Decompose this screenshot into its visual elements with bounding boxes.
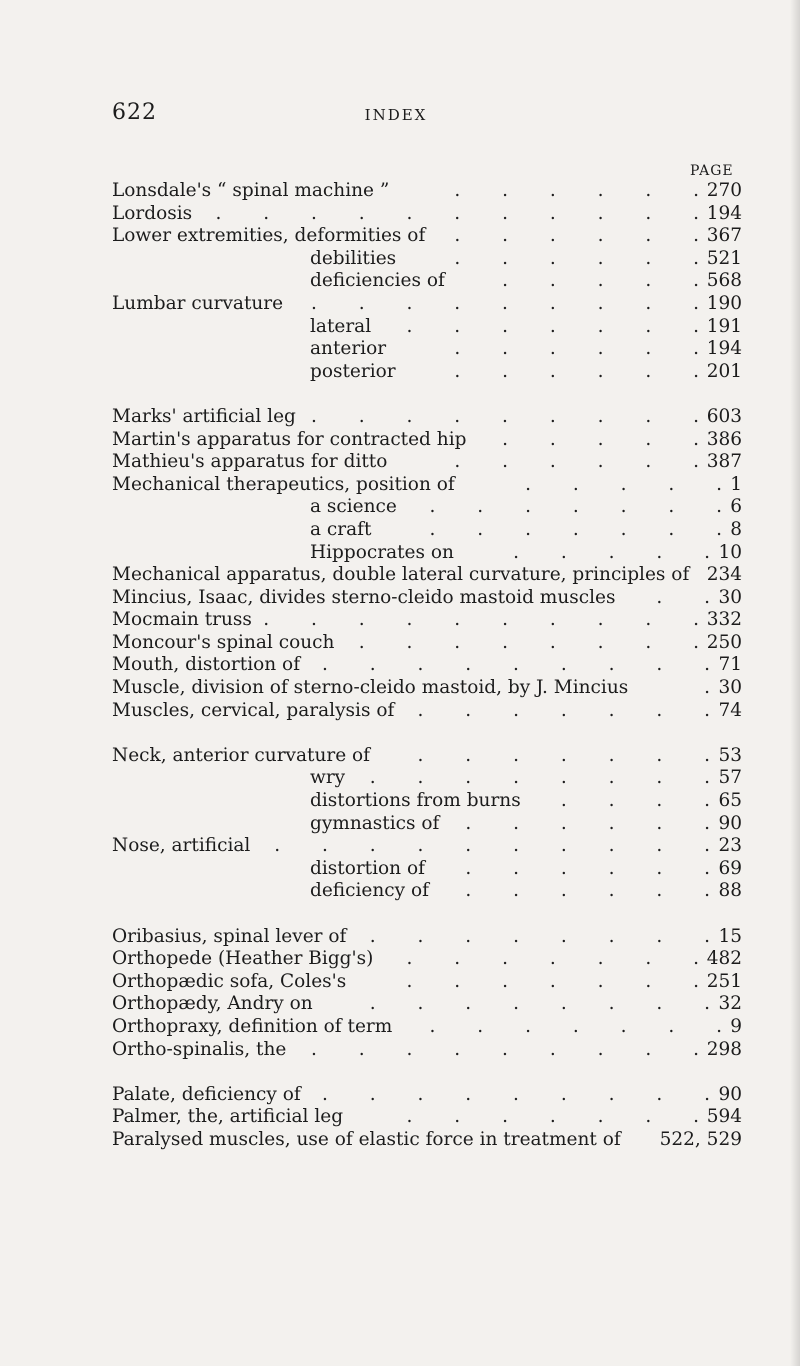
dot-leaders: . . . . . . . . [369, 925, 710, 947]
entry-term: Mocmain truss [112, 609, 252, 631]
entry-term: Lonsdale's “ spinal machine ” [112, 180, 390, 201]
entry-page-number: 10 [718, 541, 742, 563]
dot-leaders: . . . . . . . . . [322, 654, 710, 676]
index-subentry [112, 542, 742, 565]
entry-page-number: 568 [706, 270, 742, 292]
index-entry [112, 948, 742, 971]
index-entry [112, 587, 742, 610]
dot-leaders: . . . . . . . [429, 518, 722, 540]
entry-term: Hippocrates on [310, 541, 454, 563]
entry-term: distortion of [310, 857, 425, 879]
entry-term: Mincius, Isaac, divides sterno-cleido mastoid muscles [112, 586, 616, 608]
index-subentry [112, 361, 742, 384]
dot-leaders: . . . . . . . . [369, 767, 710, 789]
entry-page-number: 250 [706, 631, 742, 653]
dot-leaders: . . . . . . [454, 225, 699, 247]
entry-term: Mechanical apparatus, double lateral curvature, principles of [112, 564, 690, 586]
entry-term: Muscle, division of sterno-cleido mastoid, by J. Mincius [112, 677, 629, 699]
index-entry [112, 1129, 742, 1152]
entry-term: Lower extremities, deformities of [112, 225, 426, 247]
index-subentry [112, 316, 742, 339]
index-entry [112, 1106, 742, 1129]
entry-page-number: 194 [706, 338, 742, 360]
running-head: INDEX [364, 106, 428, 124]
dot-leaders: . . . . . [502, 428, 699, 450]
entry-term: Orthopraxy, definition of term [112, 1015, 393, 1037]
entry-term: Moncour's spinal couch [112, 631, 335, 653]
dot-leaders: . . . . . . [454, 451, 699, 473]
index-entry [112, 745, 742, 768]
index-entry [112, 835, 742, 858]
index-entry [112, 609, 742, 632]
entry-page-number: 32 [718, 993, 742, 1015]
index-entry [112, 429, 742, 452]
entry-page-number: 603 [706, 405, 742, 427]
entry-term: Mouth, distortion of [112, 654, 301, 676]
entry-page-number: 15 [718, 925, 742, 947]
index-subentry [112, 813, 742, 836]
entry-term: Nose, artificial [112, 835, 251, 857]
group-spacer [112, 903, 742, 926]
index-entry [112, 180, 742, 203]
dot-leaders: . . . . . [513, 541, 710, 563]
dot-leaders: . . . . . . . . . . . [215, 202, 699, 224]
entry-term: a craft [310, 518, 372, 540]
dot-leaders: . . . . . . . [406, 970, 699, 992]
entry-page-number: 74 [718, 699, 742, 721]
entry-page-number: 90 [718, 812, 742, 834]
dot-leaders: . . . . [560, 790, 710, 812]
dot-leaders: . . . . . . [465, 857, 710, 879]
entry-term: Ortho-spinalis, the [112, 1038, 287, 1060]
entry-page-number: 190 [706, 292, 742, 314]
index-entry [112, 971, 742, 994]
index-entry [112, 1084, 742, 1107]
index-subentry [112, 858, 742, 881]
entry-term: debilities [310, 247, 397, 269]
dot-leaders: . . . . . [525, 473, 722, 495]
index-entry [112, 632, 742, 655]
index-subentry [112, 880, 742, 903]
dot-leaders: . [704, 677, 710, 699]
index-entry [112, 564, 742, 587]
entry-page-number: 367 [706, 225, 742, 247]
entry-term: Palate, deficiency of [112, 1083, 301, 1105]
entry-page-number: 386 [706, 428, 742, 450]
dot-leaders: . . . . . . . . . [311, 405, 699, 427]
entry-term: Oribasius, spinal lever of [112, 925, 347, 947]
entry-page-number: 594 [706, 1106, 742, 1128]
index-entry [112, 1039, 742, 1062]
index-entry [112, 225, 742, 248]
dot-leaders: . . . . . . . . . [322, 1083, 710, 1105]
entry-page-number: 88 [718, 880, 742, 902]
entry-term: deficiency of [310, 880, 429, 902]
entry-page-number: 71 [718, 654, 742, 676]
dot-leaders: . . . . . . . [429, 496, 722, 518]
entry-term: Paralysed muscles, use of elastic force in treatment of [112, 1128, 621, 1150]
entry-page-number: 30 [718, 677, 742, 699]
dot-leaders: . . . . . . . . . . [274, 835, 710, 857]
dot-leaders: . . . . . . . . . [311, 292, 699, 314]
entry-page-number: 6 [730, 496, 742, 518]
index-subentry [112, 496, 742, 519]
entry-page-number: 251 [706, 970, 742, 992]
entry-page-number: 53 [718, 744, 742, 766]
index-entry [112, 926, 742, 949]
entry-page-number: 57 [718, 767, 742, 789]
dot-leaders: . . . . . . . [406, 948, 699, 970]
entry-page-number: 522, 529 [659, 1128, 742, 1150]
index-entries [112, 180, 742, 1152]
entry-page-number: 191 [706, 315, 742, 337]
dot-leaders: . . . . . . . [406, 1106, 699, 1128]
entry-page-number: 30 [718, 586, 742, 608]
entry-term: Lordosis [112, 202, 193, 224]
dot-leaders: . . . . . . . [406, 315, 699, 337]
index-subentry [112, 790, 742, 813]
entry-page-number: 9 [730, 1015, 742, 1037]
entry-page-number: 234 [706, 564, 742, 586]
entry-page-number: 482 [706, 948, 742, 970]
dot-leaders: . . . . . . [465, 812, 710, 834]
dot-leaders: . . . . . . . [429, 1015, 722, 1037]
entry-page-number: 298 [706, 1038, 742, 1060]
index-entry [112, 474, 742, 497]
entry-page-number: 23 [718, 835, 742, 857]
entry-page-number: 194 [706, 202, 742, 224]
index-subentry [112, 248, 742, 271]
entry-page-number: 332 [706, 609, 742, 631]
entry-page-number: 521 [706, 247, 742, 269]
page-column-label: PAGE [690, 163, 734, 179]
dot-leaders: . . . . . [502, 270, 699, 292]
index-entry [112, 654, 742, 677]
entry-term: Muscles, cervical, paralysis of [112, 699, 395, 721]
page-edge-shadow [790, 0, 800, 1366]
entry-page-number: 387 [706, 451, 742, 473]
entry-term: distortions from burns [310, 790, 521, 812]
dot-leaders: . . . . . . [454, 180, 699, 201]
dot-leaders: . . . . . . . [417, 744, 710, 766]
index-entry [112, 1016, 742, 1039]
index-entry [112, 203, 742, 226]
entry-page-number: 65 [718, 790, 742, 812]
entry-page-number: 8 [730, 518, 742, 540]
index-entry [112, 677, 742, 700]
index-entry [112, 700, 742, 723]
dot-leaders: . . . . . . . . . . [263, 609, 699, 631]
entry-term: Marks' artificial leg [112, 405, 296, 427]
dot-leaders: . . . . . . . [417, 699, 710, 721]
dot-leaders: . . . . . . [454, 247, 699, 269]
index-entry [112, 406, 742, 429]
entry-page-number: 90 [718, 1083, 742, 1105]
index-subentry [112, 519, 742, 542]
group-spacer [112, 722, 742, 745]
group-spacer [112, 383, 742, 406]
entry-term: Orthopædic sofa, Coles's [112, 970, 347, 992]
entry-term: anterior [310, 338, 387, 360]
entry-term: posterior [310, 360, 396, 382]
entry-term: lateral [310, 315, 372, 337]
index-entry [112, 993, 742, 1016]
index-entry [112, 293, 742, 316]
entry-term: Martin's apparatus for contracted hip [112, 428, 467, 450]
entry-term: Palmer, the, artificial leg [112, 1106, 344, 1128]
page-number: 622 [112, 100, 157, 125]
entry-term: Mathieu's apparatus for ditto [112, 451, 388, 473]
dot-leaders: . . . . . . [465, 880, 710, 902]
index-subentry [112, 270, 742, 293]
dot-leaders: . . . . . . . . [369, 993, 710, 1015]
entry-term: a science [310, 496, 397, 518]
index-entry [112, 451, 742, 474]
index-subentry [112, 338, 742, 361]
entry-page-number: 201 [706, 360, 742, 382]
entry-term: Orthopædy, Andry on [112, 993, 313, 1015]
entry-page-number: 1 [730, 473, 742, 495]
entry-term: deficiencies of [310, 270, 445, 292]
entry-term: Lumbar curvature [112, 292, 284, 314]
dot-leaders: . . . . . . [454, 360, 699, 382]
entry-term: gymnastics of [310, 812, 440, 834]
entry-term: Orthopede (Heather Bigg's) [112, 948, 374, 970]
index-subentry [112, 767, 742, 790]
dot-leaders: . . [656, 586, 710, 608]
entry-page-number: 69 [718, 857, 742, 879]
dot-leaders: . . . . . . . . [358, 631, 699, 653]
entry-page-number: 270 [706, 180, 742, 201]
entry-term: wry [310, 767, 346, 789]
entry-term: Mechanical therapeutics, position of [112, 473, 455, 495]
page-header [112, 100, 680, 130]
entry-term: Neck, anterior curvature of [112, 744, 371, 766]
dot-leaders: . . . . . . . . . [311, 1038, 699, 1060]
group-spacer [112, 1061, 742, 1084]
dot-leaders: . . . . . . [454, 338, 699, 360]
